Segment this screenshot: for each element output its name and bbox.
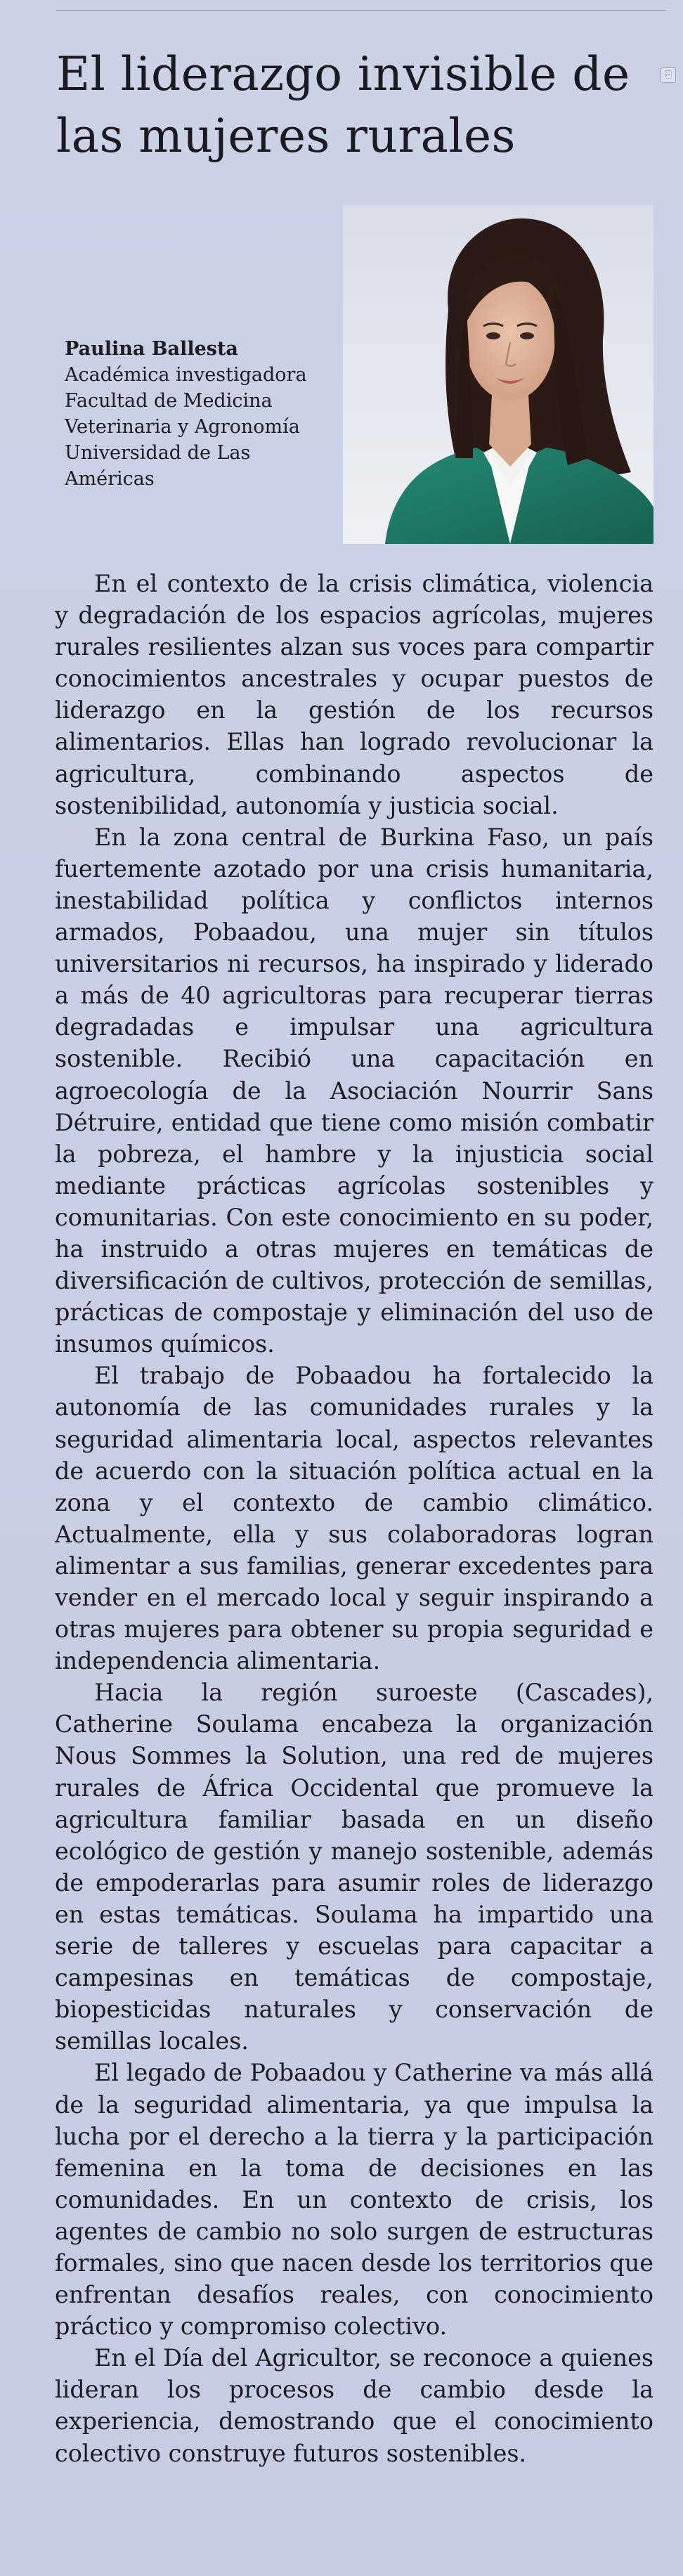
page-corner-icon: ⎘ <box>661 67 676 83</box>
article-paragraph: En el Día del Agricultor, se reconoce a quienes lideran los procesos de cambio desde la experiencia, demostrando que el conocimiento colectivo construye futuros sostenibles. <box>55 2344 653 2467</box>
article-paragraph: El legado de Pobaadou y Catherine va más allá de la seguridad alimentaria, ya que impulsa la lucha por el derecho a la tierra y la participación femenina en la toma de decisiones en las comunidades. En un contexto de crisis, los agentes de cambio no solo surgen de estructuras formales, sino que nacen desde los territorios que enfrentan desafíos reales, con conocimiento práctico y compromiso colectivo. <box>55 2059 653 2341</box>
article-paragraph: En el contexto de la crisis climática, violencia y degradación de los espacios agrícolas, mujeres rurales resilientes alzan sus voces para compartir conocimientos ancestrales y ocupar puestos de liderazgo en la gestión de los recursos alimentarios. Ellas han logrado revolucionar la agricultura, combinando aspectos de sostenibilidad, autonomía y justicia social. <box>55 570 653 819</box>
article-paragraph: El trabajo de Pobaadou ha fortalecido la autonomía de las comunidades rurales y la seguridad alimentaria local, aspectos relevantes de acuerdo con la situación política actual en la zona y el contexto de cambio climático. Actualmente, ella y sus colaboradoras logran alimentar a sus familias, generar excedentes para vender en el mercado local y seguir inspirando a otras mujeres para obtener su propia seguridad e independencia alimentaria. <box>55 1362 653 1675</box>
author-affiliation-line: Facultad de Medicina <box>65 390 273 412</box>
author-portrait <box>343 205 653 544</box>
article-title: El liderazgo invisible de las mujeres rurales <box>56 47 630 163</box>
article-paragraph: Hacia la región suroeste (Cascades), Catherine Soulama encabeza la organización Nous Sommes la Solution, una red de mujeres rurales de África Occidental que promueve la agricultura familiar basada en un diseño ecológico de gestión y manejo sostenible, además de empoderarlas para asumir roles de liderazgo en estas temáticas. Soulama ha impartido una serie de talleres y escuelas para capacitar a campesinas en temáticas de compostaje, biopesticidas naturales y conservación de semillas locales. <box>55 1679 653 2055</box>
top-rule <box>56 10 666 11</box>
article-body <box>55 568 653 2469</box>
author-affiliation-line: Universidad de Las <box>65 442 251 464</box>
author-name: Paulina Ballesta <box>65 338 238 360</box>
article-paragraph: En la zona central de Burkina Faso, un país fuertemente azotado por una crisis humanitaria, inestabilidad política y conflictos internos armados, Pobaadou, una mujer sin títulos universitarios ni recursos, ha inspirado y liderado a más de 40 agricultoras para recuperar tierras degradadas e impulsar una agricultura sostenible. Recibió una capacitación en agroecología de la Asociación Nourrir Sans Détruire, entidad que tiene como misión combatir la pobreza, el hambre y la injusticia social mediante prácticas agrícolas sostenibles y comunitarias. Con este conocimiento en su poder, ha instruido a otras mujeres en temáticas de diversificación de cultivos, protección de semillas, prácticas de compostaje y eliminación del uso de insumos químicos. <box>55 823 653 1358</box>
author-affiliation-line: Américas <box>65 468 155 490</box>
author-affiliation-line: Veterinaria y Agronomía <box>65 416 300 438</box>
author-block <box>65 336 360 492</box>
author-affiliation-line: Académica investigadora <box>65 364 307 386</box>
